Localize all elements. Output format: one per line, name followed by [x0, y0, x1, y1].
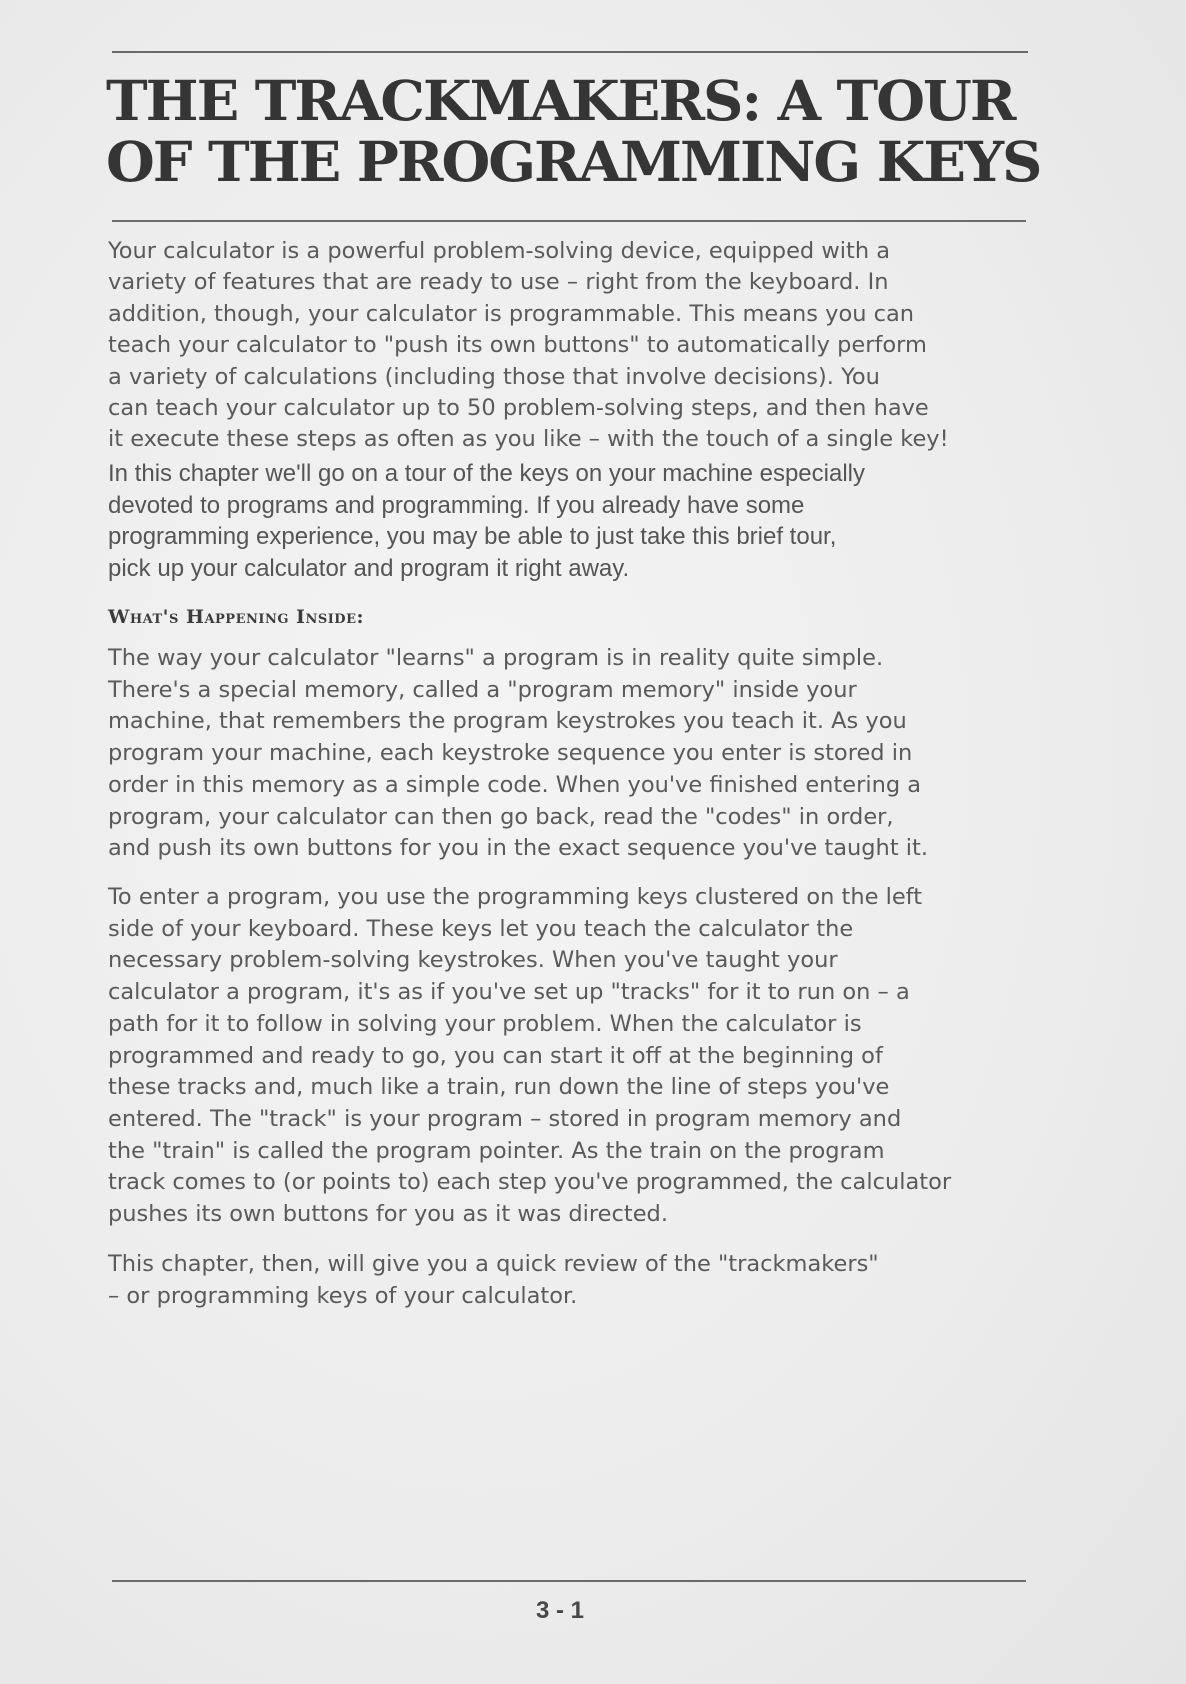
text-line: the "train" is called the program pointer. As the train on the program — [108, 1137, 885, 1164]
footer-rule — [112, 1580, 1026, 1582]
text-line: In this chapter we'll go on a tour of the keys on your machine especially — [108, 460, 865, 487]
text-line: There's a special memory, called a "program memory" inside your — [108, 676, 857, 703]
section-paragraph-1 — [108, 643, 1028, 865]
text-line: calculator a program, it's as if you've set up "tracks" for it to run on – a — [108, 979, 910, 1006]
text-line: pick up your calculator and program it right away. — [108, 554, 630, 582]
top-rule — [112, 51, 1028, 53]
text-line: devoted to programs and programming. If you already have some — [108, 491, 805, 519]
section-paragraph-2 — [108, 882, 1028, 1231]
text-line: programming experience, you may be able to just take this brief tour, — [108, 523, 837, 550]
intro-paragraph — [108, 236, 1028, 456]
text-line: machine, that remembers the program keystrokes you teach it. As you — [108, 708, 907, 735]
text-line: entered. The "track" is your program – stored in program memory and — [108, 1105, 902, 1132]
section-heading: What's Happening Inside: — [108, 606, 364, 628]
text-line: program your machine, each keystroke sequence you enter is stored in — [108, 740, 913, 767]
text-line: side of your keyboard. These keys let you teach the calculator the — [108, 915, 854, 942]
text-line: necessary problem-solving keystrokes. When you've taught your — [108, 947, 838, 974]
text-line: can teach your calculator up to 50 problem-solving steps, and then have — [108, 395, 929, 422]
text-line: pushes its own buttons for you as it was directed. — [108, 1201, 668, 1228]
text-line: This chapter, then, will give you a quick review of the "trackmakers" — [108, 1251, 879, 1277]
text-line: these tracks and, much like a train, run down the line of steps you've — [108, 1074, 890, 1101]
text-line: a variety of calculations (including those that involve decisions). You — [108, 363, 880, 390]
text-line: – or programming keys of your calculator. — [108, 1283, 578, 1309]
text-line: path for it to follow in solving your problem. When the calculator is — [108, 1010, 862, 1037]
text-line: addition, though, your calculator is programmable. This means you can — [108, 300, 915, 327]
chapter-title-line-1: THE TRACKMAKERS: A TOUR — [106, 69, 1015, 134]
text-line: programmed and ready to go, you can start it off at the beginning of — [108, 1042, 883, 1069]
page-number: 3 - 1 — [535, 1597, 585, 1624]
text-line: order in this memory as a simple code. When you've finished entering a — [108, 771, 922, 798]
text-line: variety of features that are ready to use – right from the keyboard. In — [108, 269, 889, 296]
chapter-overview-paragraph — [108, 458, 1028, 584]
text-line: To enter a program, you use the programming keys clustered on the left — [108, 884, 923, 910]
text-line: teach your calculator to "push its own buttons" to automatically perform — [108, 332, 927, 359]
chapter-title-line-2: OF THE PROGRAMMING KEYS — [106, 130, 1041, 195]
text-line: Your calculator is a powerful problem-solving device, equipped with a — [108, 238, 891, 264]
text-line: track comes to (or points to) each step you've programmed, the calculator — [108, 1169, 952, 1196]
text-line: program, your calculator can then go back, read the "codes" in order, — [108, 803, 894, 830]
chapter-title — [106, 69, 1041, 195]
text-line: The way your calculator "learns" a program is in reality quite simple. — [108, 645, 884, 671]
text-line: it execute these steps as often as you like – with the touch of a single key! — [108, 426, 949, 453]
title-rule — [112, 220, 1026, 222]
text-line: and push its own buttons for you in the exact sequence you've taught it. — [108, 835, 929, 862]
section-paragraph-3 — [108, 1248, 1028, 1312]
